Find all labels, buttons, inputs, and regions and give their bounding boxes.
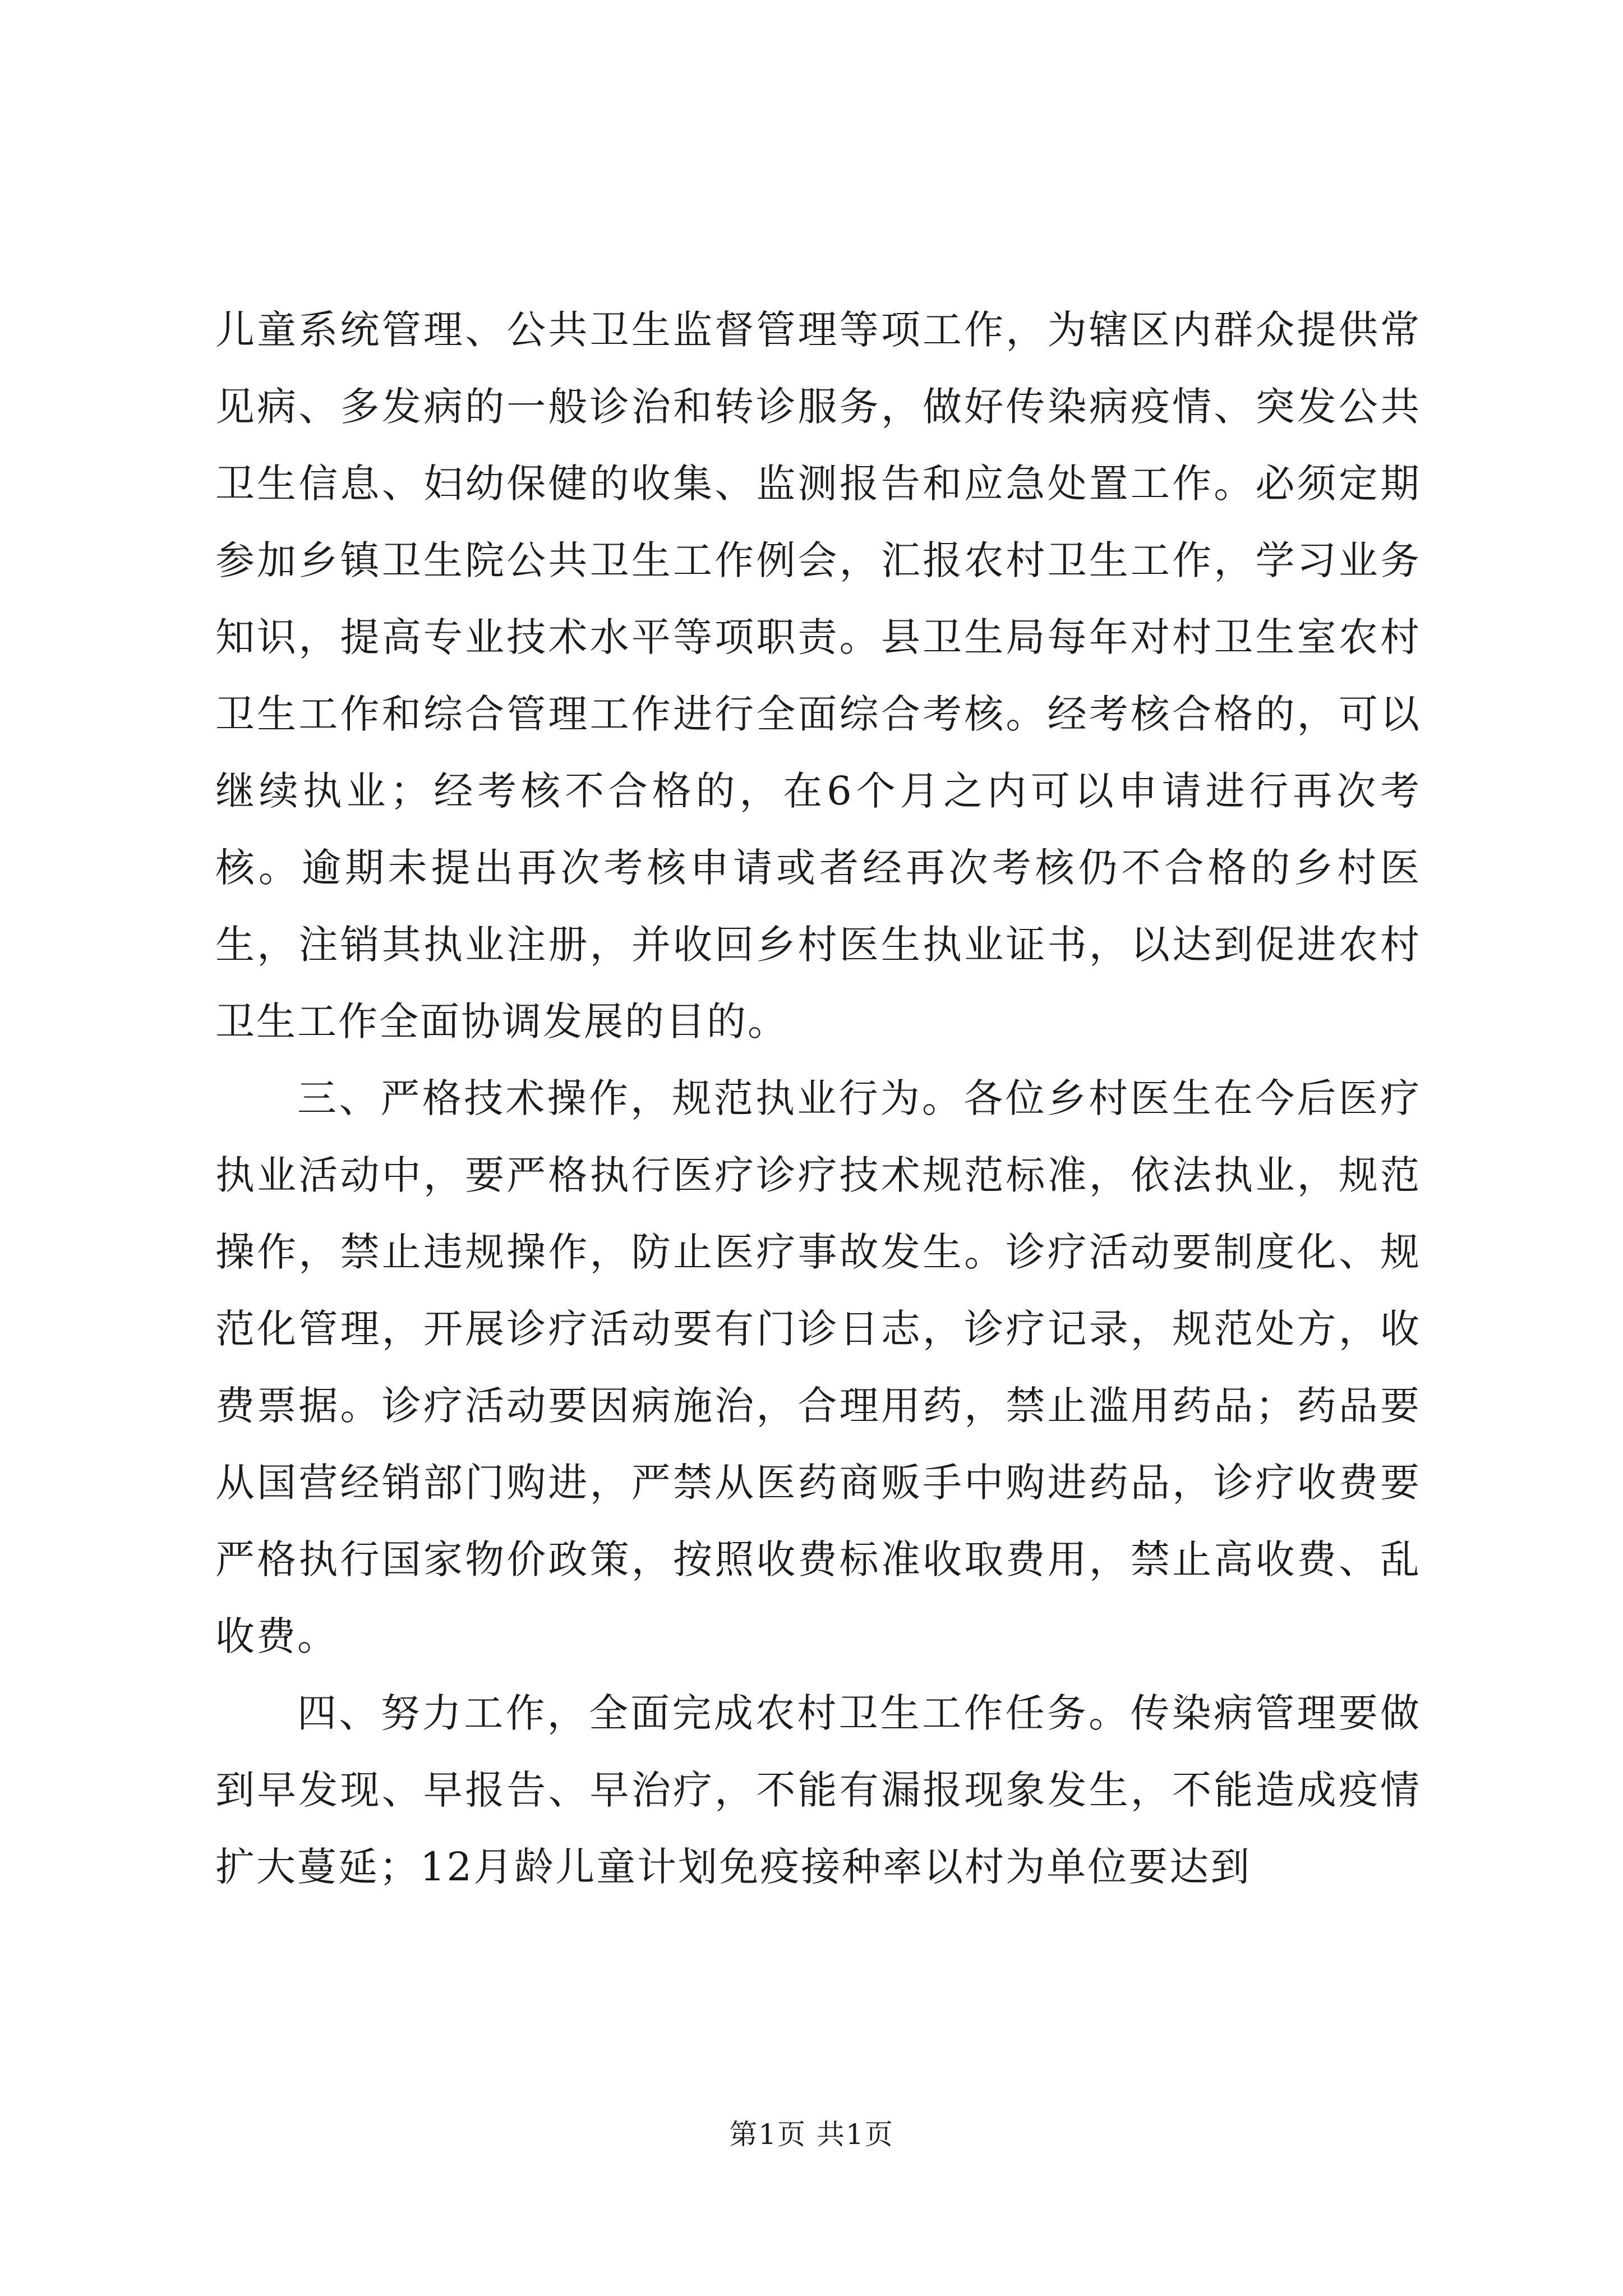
paragraph-3: 四、努力工作，全面完成农村卫生工作任务。传染病管理要做到早发现、早报告、早治疗，不能有漏报现象发生，不能造成疫情扩大蔓延；12月龄儿童计划免疫接种率以村为单位要达到 [215,1690,1421,1890]
page-footer: 第1页 共1页 [729,2118,894,2151]
paragraph-1: 儿童系统管理、公共卫生监督管理等项工作，为辖区内群众提供常见病、多发病的一般诊治和转诊服务，做好传染病疫情、突发公共卫生信息、妇幼保健的收集、监测报告和应急处置工作。必须定期参加乡镇卫生院公共卫生工作例会，汇报农村卫生工作，学习业务知识，提高专业技术水平等项职责。县卫生局每年对村卫生室农村卫生工作和综合管理工作进行全面综合考核。经考核合格的，可以继续执业；经考核不合格的，在6个月之内可以申请进行再次考核。逾期未提出再次考核申请或者经再次考核仍不合格的乡村医生，注销其执业注册，并收回乡村医生执业证书，以达到促进农村卫生工作全面协调发展的目的。 [215,307,1421,1045]
document-body [215,292,1421,1906]
paragraph-2: 三、严格技术操作，规范执业行为。各位乡村医生在今后医疗执业活动中，要严格执行医疗诊疗技术规范标准，依法执业，规范操作，禁止违规操作，防止医疗事故发生。诊疗活动要制度化、规范化管理，开展诊疗活动要有门诊日志，诊疗记录，规范处方，收费票据。诊疗活动要因病施治，合理用药，禁止滥用药品；药品要从国营经销部门购进，严禁从医药商贩手中购进药品，诊疗收费要严格执行国家物价政策，按照收费标准收取费用，禁止高收费、乱收费。 [215,1075,1421,1659]
